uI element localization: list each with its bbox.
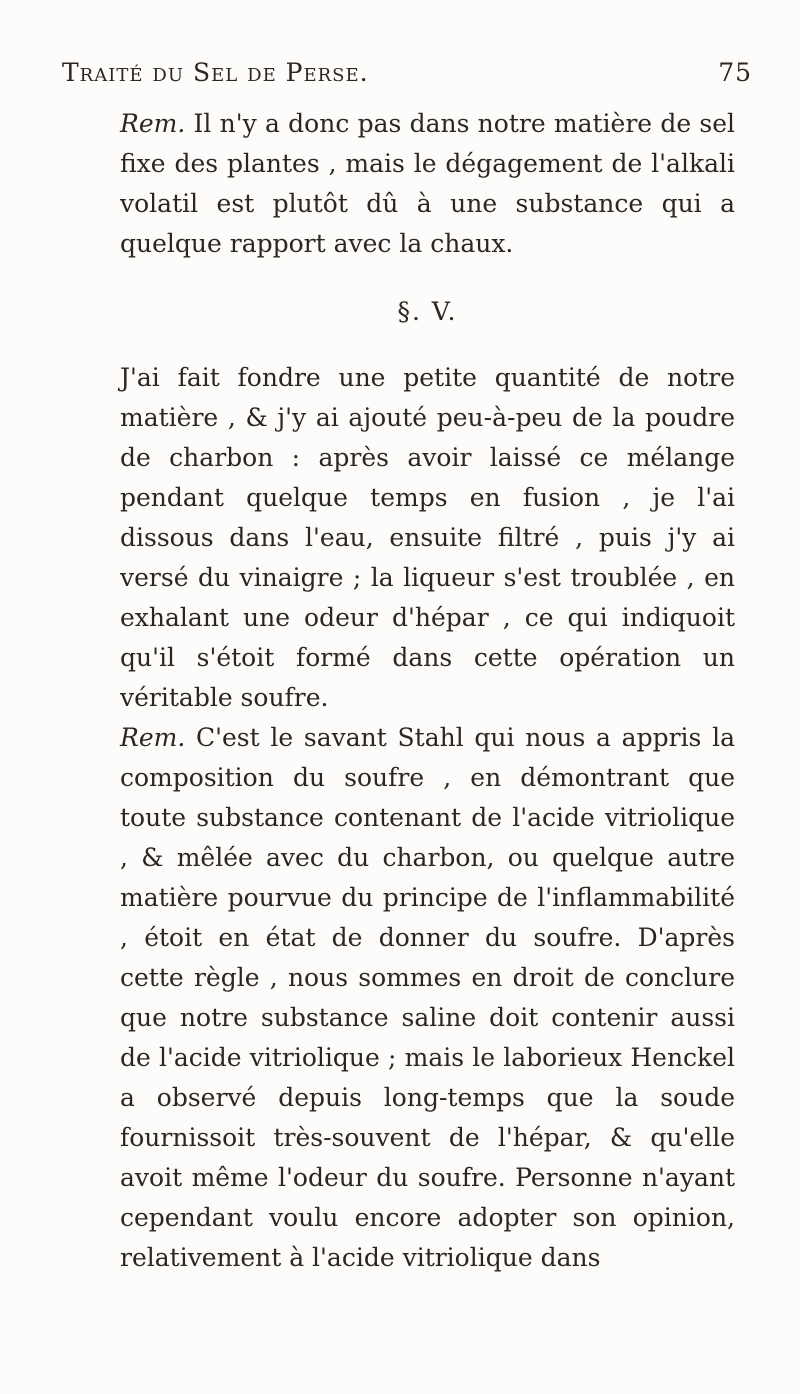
- remark-paragraph: [120, 104, 735, 264]
- remark-paragraph: [120, 718, 735, 1278]
- section-heading: §. V.: [397, 297, 458, 326]
- running-title: Traité du Sel de Perse.: [62, 58, 369, 87]
- remark-text: Il n'y a donc pas dans notre matière de sel fixe des plantes , mais le dégagement de l'alkali volatil est plutôt dû à une substance qui a quelque rapport avec la chaux.: [120, 109, 735, 258]
- text-block: [120, 104, 735, 1278]
- remark-lead: Rem.: [120, 109, 186, 138]
- page-number: 75: [718, 58, 752, 87]
- remark-text: C'est le savant Stahl qui nous a appris la composition du soufre , en démontrant que toute substance contenant de l'acide vitriolique , & mêlée avec du charbon, ou quelque autre matière pourvue du principe de l'inflammabilité , étoit en état de donner du soufre. D'après cette règle , nous sommes en droit de conclure que notre substance saline doit contenir aussi de l'acide vitriolique ; mais le laborieux Henckel a observé depuis long-temps que la soude fournissoit très-souvent de l'hépar, & qu'elle avoit même l'odeur du soufre. Personne n'ayant cependant voulu encore adopter son opinion, relativement à l'acide vitriolique dans: [120, 723, 735, 1272]
- remark-lead: Rem.: [120, 723, 186, 752]
- body-paragraph-text: J'ai fait fondre une petite quantité de notre matière , & j'y ai ajouté peu-à-peu de la poudre de charbon : après avoir laissé ce mélange pendant quelque temps en fusion , je l'ai dissous dans l'eau, ensuite filtré , puis j'y ai versé du vinaigre ; la liqueur s'est troublée , en exhalant une odeur d'hépar , ce qui indiquoit qu'il s'étoit formé dans cette opération un véritable soufre.: [120, 363, 735, 712]
- running-head: [62, 58, 752, 98]
- body-paragraph: [120, 358, 735, 718]
